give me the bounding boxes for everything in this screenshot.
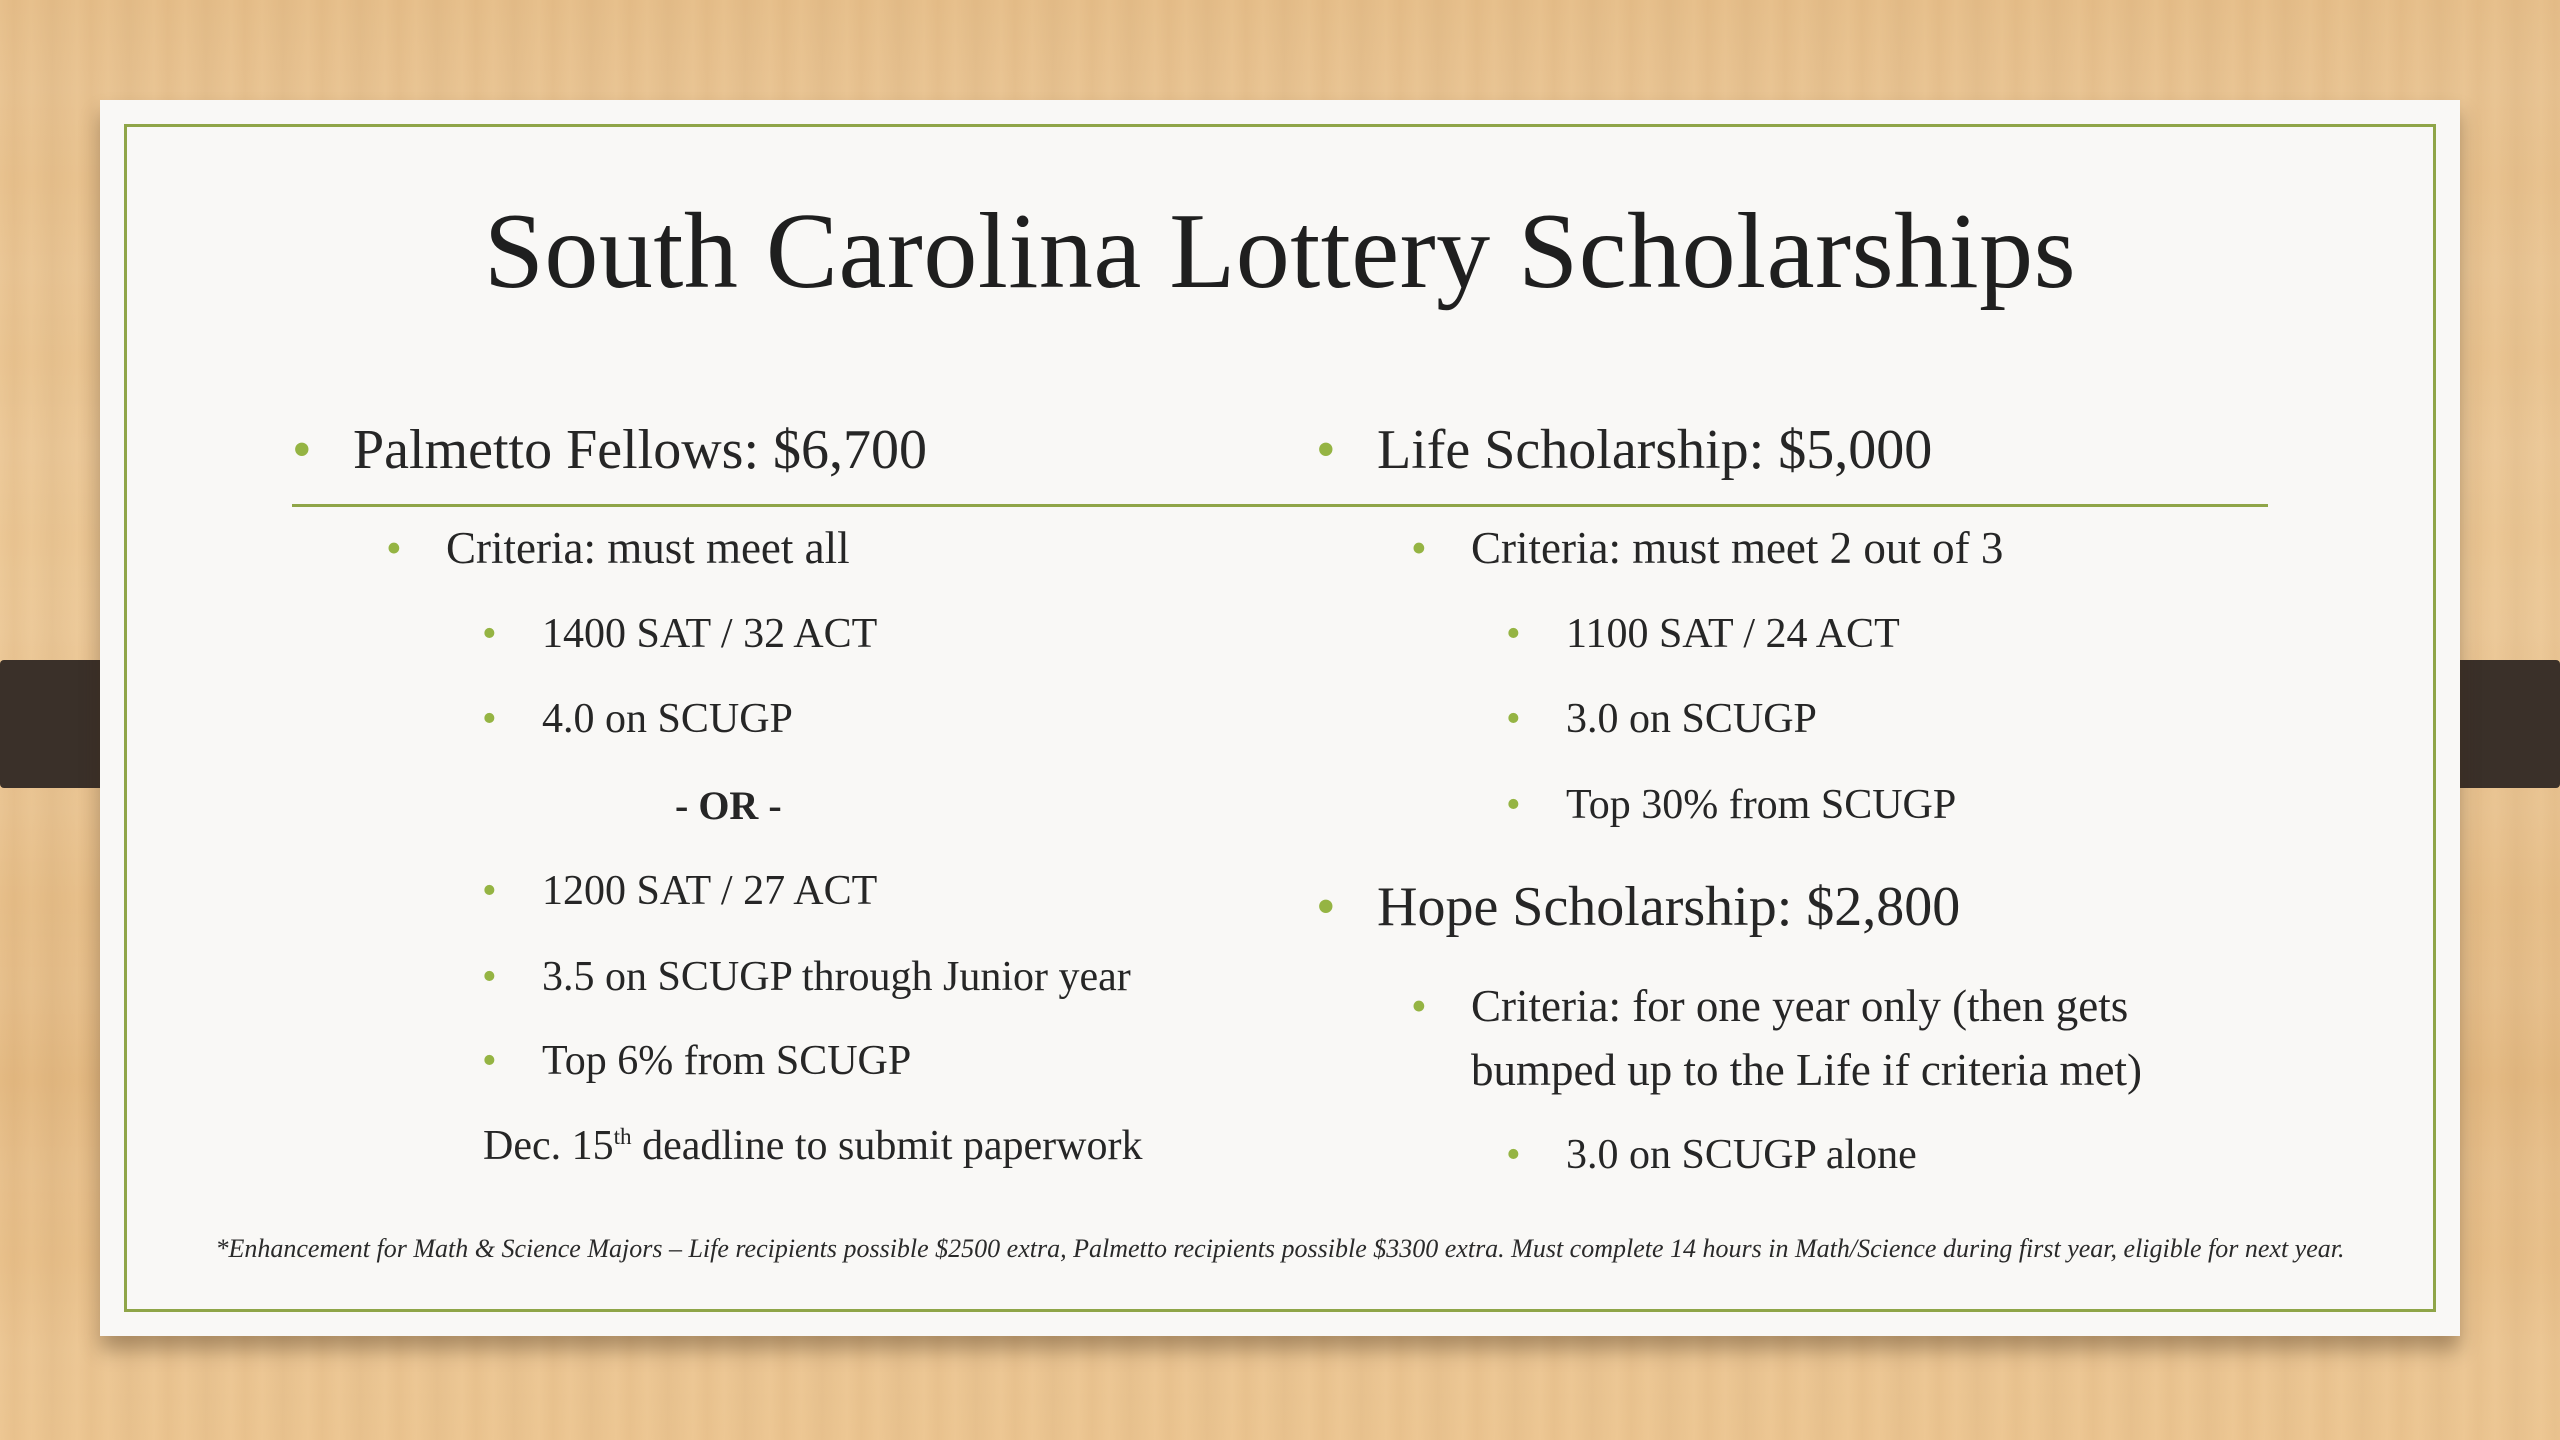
- bullet-dot-icon: •: [482, 696, 497, 742]
- palmetto-item: 3.5 on SCUGP through Junior year: [542, 954, 1131, 1000]
- bullet-dot-icon: •: [482, 1038, 497, 1084]
- bullet-dot-icon: •: [1506, 696, 1521, 742]
- or-separator: - OR -: [675, 783, 782, 828]
- bullet-dot-icon: •: [1506, 1132, 1521, 1178]
- palmetto-item: Top 6% from SCUGP: [542, 1038, 912, 1084]
- palmetto-item: 1400 SAT / 32 ACT: [542, 611, 878, 657]
- hope-criteria-line1: Criteria: for one year only (then gets: [1471, 981, 2129, 1031]
- bullet-dot-icon: •: [1316, 876, 1336, 938]
- bullet-dot-icon: •: [292, 419, 312, 481]
- deadline-note: Dec. 15th deadline to submit paperwork: [483, 1123, 1143, 1169]
- bullet-dot-icon: •: [1316, 419, 1336, 481]
- slide-title: South Carolina Lottery Scholarships: [483, 192, 2077, 311]
- slide-card: [100, 100, 2460, 1336]
- hope-heading: Hope Scholarship: $2,800: [1377, 876, 1961, 938]
- life-item: 1100 SAT / 24 ACT: [1566, 611, 1900, 657]
- life-item: 3.0 on SCUGP: [1566, 696, 1817, 742]
- hope-criteria-line2: bumped up to the Life if criteria met): [1471, 1045, 2143, 1095]
- palmetto-heading: Palmetto Fellows: $6,700: [353, 419, 927, 481]
- life-item: Top 30% from SCUGP: [1566, 782, 1957, 828]
- bullet-dot-icon: •: [482, 868, 497, 914]
- title-divider: [292, 504, 2268, 507]
- bullet-dot-icon: •: [386, 523, 402, 573]
- life-heading: Life Scholarship: $5,000: [1377, 419, 1933, 481]
- footnote: *Enhancement for Math & Science Majors – Life recipients possible $2500 extra, Palmetto recipients possible $3300 extra. Must complete 14 hours in Math/Science during first year, eligible for next year.: [215, 1234, 2345, 1263]
- palmetto-criteria: Criteria: must meet all: [446, 523, 850, 573]
- palmetto-item: 1200 SAT / 27 ACT: [542, 868, 878, 914]
- bullet-dot-icon: •: [1411, 523, 1427, 573]
- life-criteria: Criteria: must meet 2 out of 3: [1471, 523, 2004, 573]
- palmetto-item: 4.0 on SCUGP: [542, 696, 793, 742]
- bullet-dot-icon: •: [1506, 782, 1521, 828]
- bullet-dot-icon: •: [1506, 611, 1521, 657]
- hope-item: 3.0 on SCUGP alone: [1566, 1132, 1917, 1178]
- bullet-dot-icon: •: [482, 954, 497, 1000]
- bullet-dot-icon: •: [1411, 981, 1427, 1031]
- bullet-dot-icon: •: [482, 611, 497, 657]
